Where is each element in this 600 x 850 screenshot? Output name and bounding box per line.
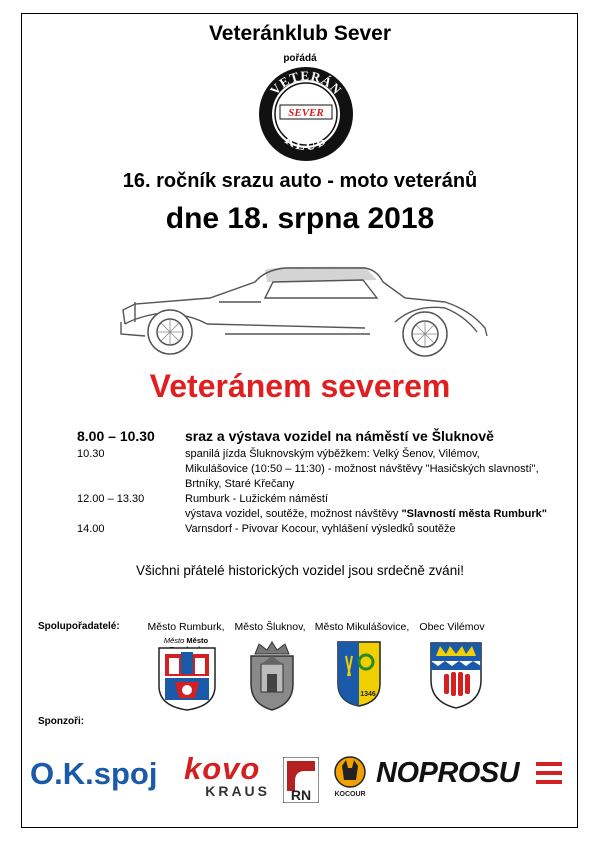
schedule-time-2: 10.30 [77,448,105,460]
kocour-logo [332,756,368,804]
schedule-desc-3b: výstava vozidel, soutěže, možnost návštěvy "Slavností města Rumburk" [185,508,547,520]
rn-logo [283,757,319,803]
coorganizers-label: Spolupořadatelé: [38,621,120,632]
invitation-text: Všichni přátelé historických vozidel jsou srdečně zváni! [136,563,464,578]
schedule-desc-1: sraz a výstava vozidel na náměstí ve Šluknově [185,428,494,444]
organizes-label: pořádá [283,53,317,64]
noprosu-logo: NOPROSU [376,758,566,788]
schedule-time-3: 12.00 – 13.30 [77,493,145,505]
schedule-time-1: 8.00 – 10.30 [77,428,155,444]
svg-text:VETERÁN: VETERÁN [266,67,346,98]
club-logo [258,66,354,162]
town-rumburk: Město Rumburk, [147,621,225,633]
schedule-desc-2a: spanilá jízda Šluknovským výběžkem: Velký Šenov, Vilémov, [185,448,480,460]
edition-title: 16. ročník srazu auto - moto veteránů [122,170,478,192]
schedule-time-4: 14.00 [77,523,105,535]
svg-text:RN: RN [290,787,312,803]
svg-text:SEVER: SEVER [288,107,324,119]
sponsors-label: Sponzoři: [38,716,85,727]
sluknov-crest [247,640,297,712]
motto: Veteránem severem [149,368,451,404]
rumburk-crest-caption: Město Město [163,636,209,645]
vintage-car-image [115,262,515,362]
okspoj-logo: O.K.spoj [30,756,158,791]
schedule-desc-2c: Brtníky, Staré Křečany [185,478,295,490]
schedule-desc-2b: Mikulášovice (10:50 – 11:30) - možnost návštěvy "Hasičských slavností", [185,463,539,475]
town-vilemov: Obec Vilémov [419,621,485,633]
schedule-desc-3a: Rumburk - Lužickém náměstí [185,493,329,505]
town-sluknov: Město Šluknov, [234,621,306,633]
mikulasovice-crest [334,636,384,708]
svg-text:1346: 1346 [360,691,376,698]
club-name: Veteránklub Sever [208,22,392,45]
event-date: dne 18. srpna 2018 [165,202,435,235]
svg-text:KLUB: KLUB [281,132,331,155]
svg-text:KOCOUR: KOCOUR [334,791,366,798]
vilemov-crest [428,640,484,710]
kovo-kraus-logo: kovo KRAUS [184,751,270,799]
schedule-desc-4: Varnsdorf - Pivovar Kocour, vyhlášení výsledků soutěže [185,523,456,535]
town-mikulasovice: Město Mikulášovice, [314,621,410,633]
rumburk-crest [157,646,217,712]
